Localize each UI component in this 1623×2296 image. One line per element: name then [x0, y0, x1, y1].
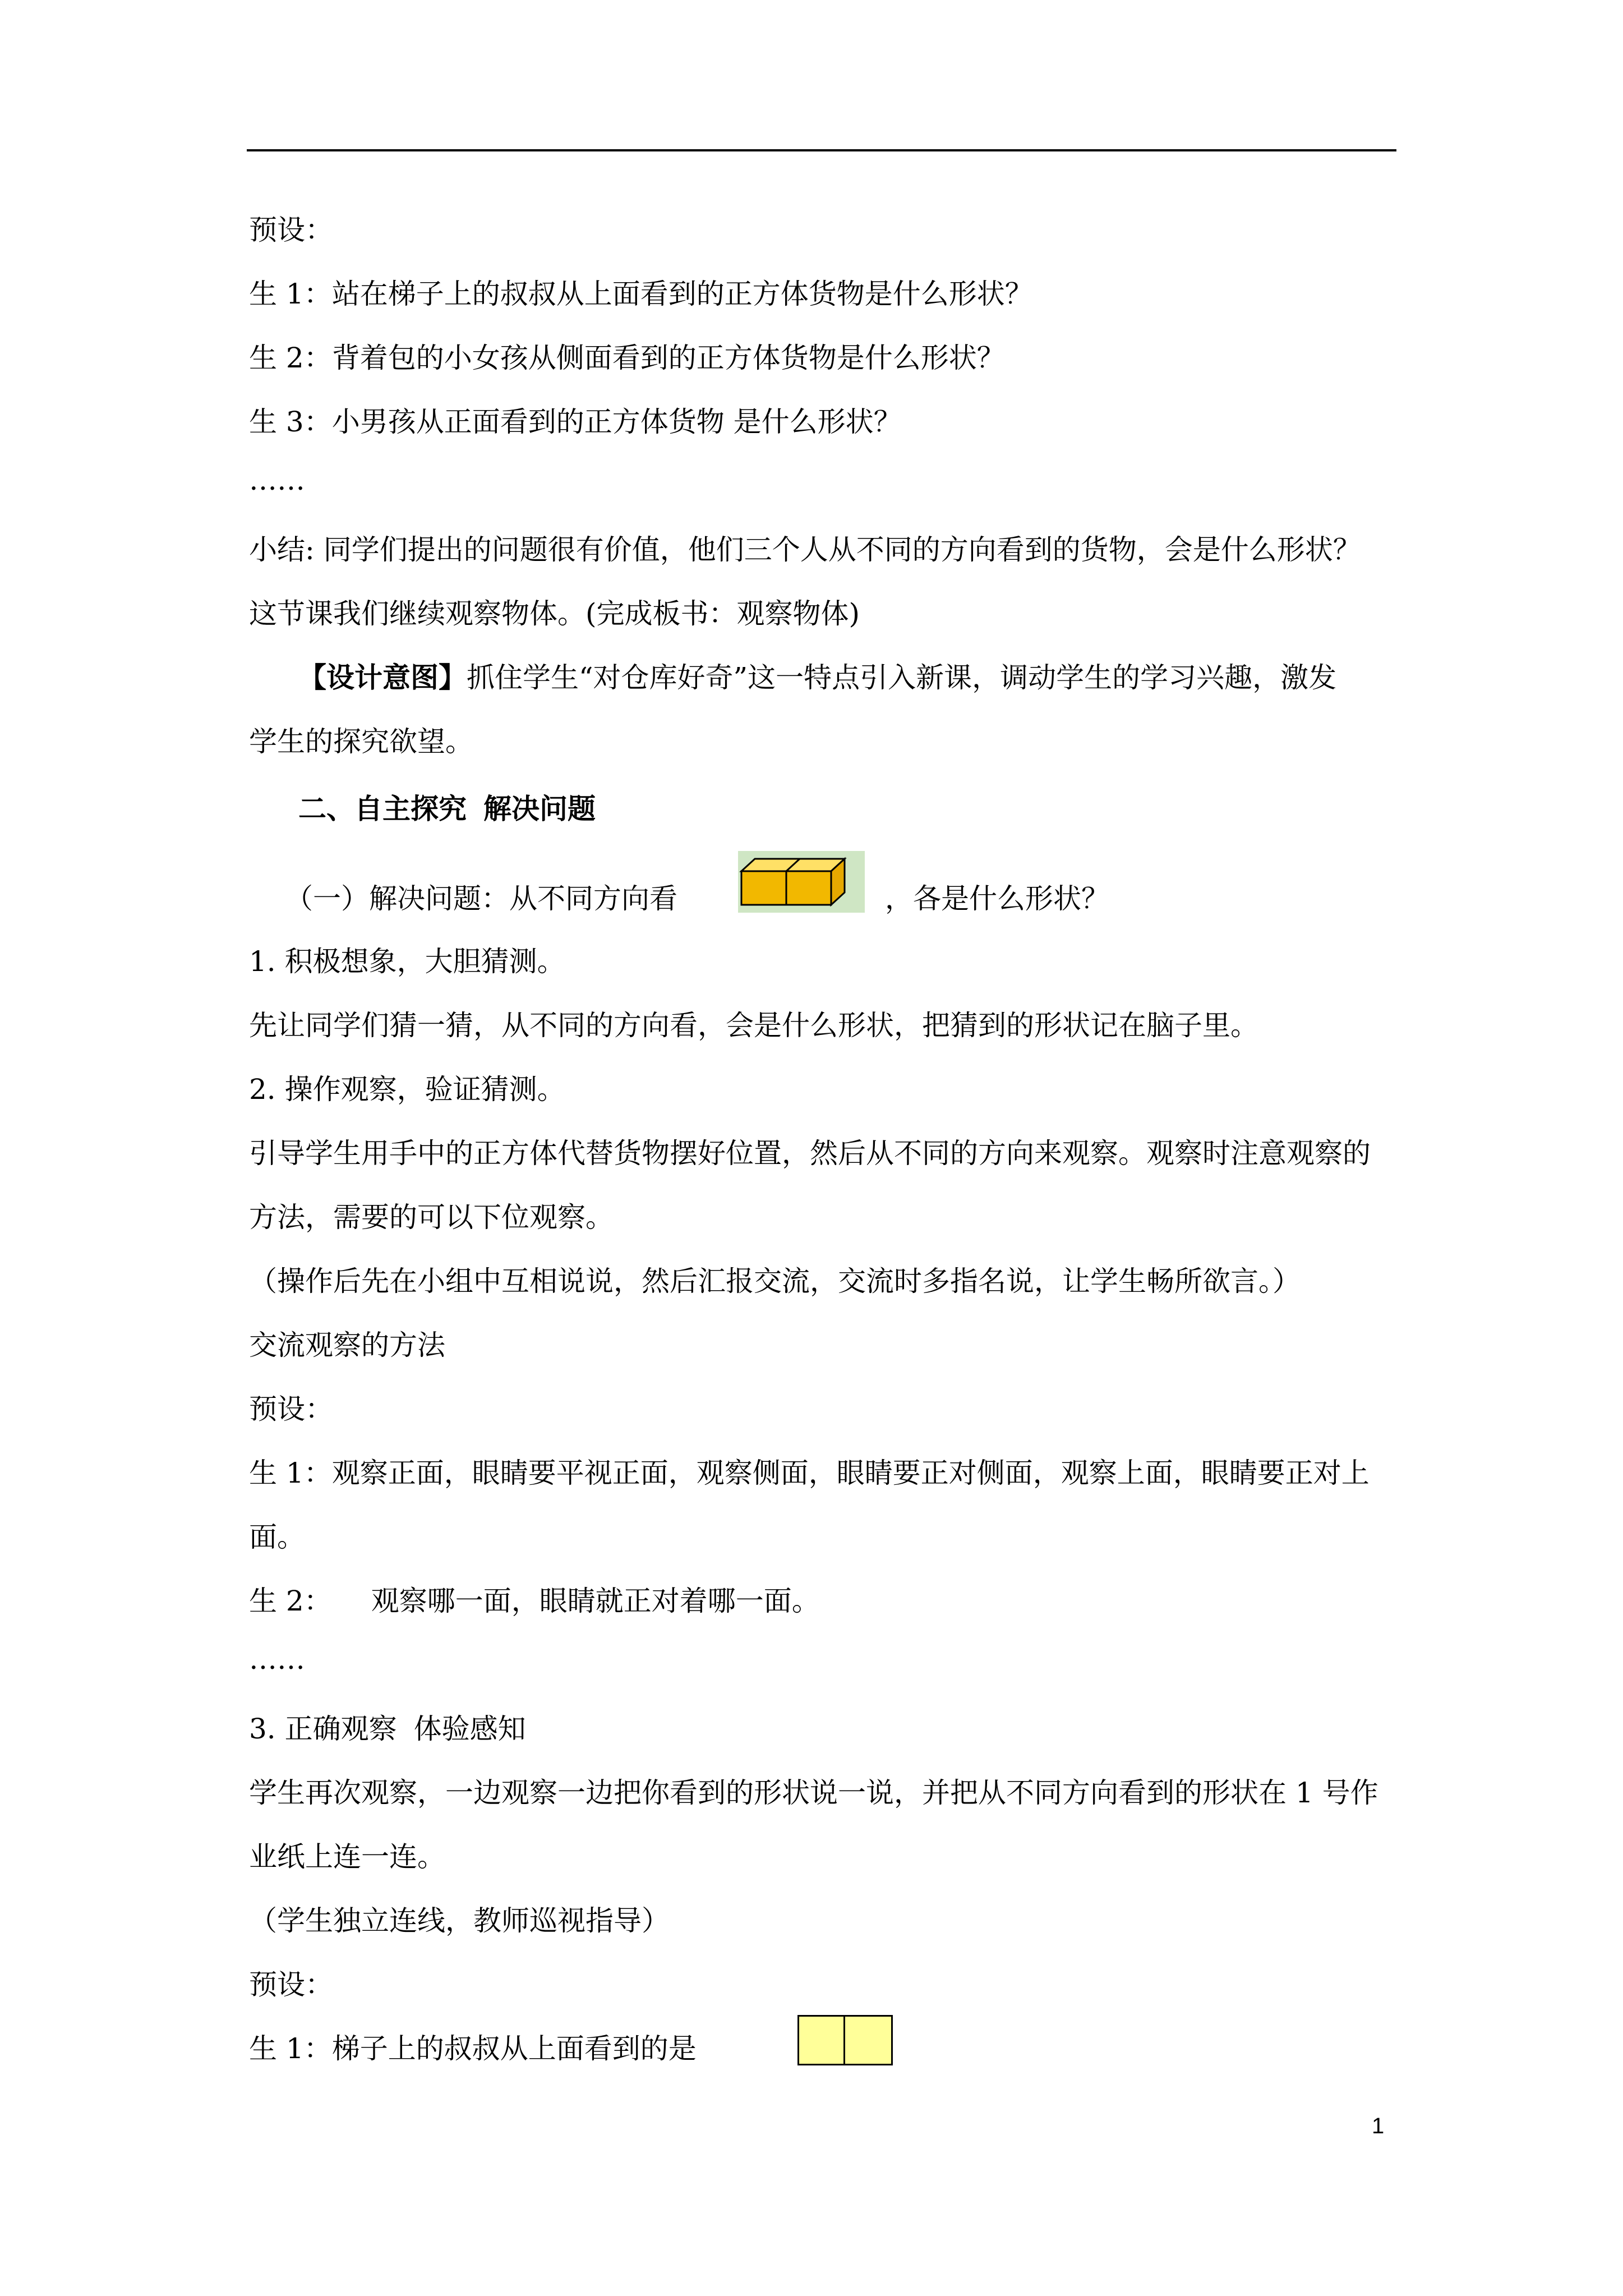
paragraph-line: 生 1：观察正面，眼睛要平视正面，观察侧面，眼睛要正对侧面，观察上面，眼睛要正对上: [249, 1457, 1370, 1489]
section-title-part: 二、自主探究: [298, 792, 467, 825]
paragraph-line: 生 1：站在梯子上的叔叔从上面看到的正方体货物是什么形状？: [249, 278, 1033, 310]
cube-illustration: [738, 851, 865, 913]
page-number: 1: [1372, 2114, 1385, 2138]
paragraph-line: 2. 操作观察，验证猜测。: [249, 1073, 565, 1106]
paragraph-line: 1. 积极想象，大胆猜测。: [249, 945, 565, 978]
student-2-text: 观察哪一面，眼睛就正对着哪一面。: [371, 1585, 820, 1617]
paragraph-line: （学生独立连线，教师巡视指导）: [249, 1904, 670, 1937]
paragraph-line: 学生再次观察，一边观察一边把你看到的形状说一说，并把从不同方向看到的形状在 1 号作: [249, 1777, 1378, 1809]
paragraph-line: 小结: 同学们提出的问题很有价值，他们三个人从不同的方向看到的货物，会是什么形状？: [249, 533, 1361, 566]
paragraph-line: 先让同学们猜一猜，从不同的方向看，会是什么形状，把猜到的形状记在脑子里。: [249, 1009, 1258, 1042]
two-cubes-icon: [738, 851, 865, 913]
step-3-title: [249, 1712, 526, 1746]
ellipsis: ……: [249, 464, 305, 496]
paragraph-line: 生 3：小男孩从正面看到的正方体货物 是什么形状？: [249, 406, 902, 438]
paragraph-line: 生 1：梯子上的叔叔从上面看到的是: [249, 2032, 697, 2065]
step-3-part: 3. 正确观察: [249, 1713, 397, 1745]
section-title: [298, 792, 596, 826]
paragraph-line: 业纸上连一连。: [249, 1841, 445, 1873]
paragraph-line: （操作后先在小组中互相说说，然后汇报交流，交流时多指名说，让学生畅所欲言。）: [249, 1265, 1301, 1297]
design-intent-label: 【设计意图】: [298, 661, 467, 694]
top-view-shape: [797, 2015, 893, 2065]
paragraph-line: 预设：: [249, 1968, 333, 2001]
header-rule: [247, 149, 1396, 151]
design-intent-text: 抓住学生“对仓库好奇”这一特点引入新课，调动学生的学习兴趣，激发: [467, 661, 1337, 694]
paragraph-line: 这节课我们继续观察物体。(完成板书：观察物体): [249, 597, 860, 630]
paragraph-line: 面。: [249, 1521, 305, 1553]
subsection-left: （一）解决问题：从不同方向看: [285, 882, 677, 915]
subsection-right: ，各是什么形状？: [885, 882, 1109, 915]
paragraph-line: 预设：: [249, 1393, 333, 1425]
student-2-label: 生 2：: [249, 1585, 332, 1617]
paragraph-line: 预设：: [249, 214, 333, 246]
design-intent: [298, 661, 1336, 694]
paragraph-line: 方法，需要的可以下位观察。: [249, 1201, 614, 1234]
student-2-line: [249, 1584, 820, 1618]
paragraph-line: 生 2：背着包的小女孩从侧面看到的正方体货物是什么形状？: [249, 342, 1005, 374]
section-title-part: 解决问题: [483, 792, 596, 825]
top-view-square-left: [799, 2017, 845, 2064]
ellipsis: ……: [249, 1643, 305, 1676]
paragraph-line: 引导学生用手中的正方体代替货物摆好位置，然后从不同的方向来观察。观察时注意观察的: [249, 1137, 1371, 1170]
top-view-square-right: [845, 2017, 891, 2064]
step-3-part: 体验感知: [413, 1713, 526, 1745]
paragraph-line: 交流观察的方法: [249, 1329, 445, 1361]
paragraph-line: 学生的探究欲望。: [249, 725, 473, 758]
